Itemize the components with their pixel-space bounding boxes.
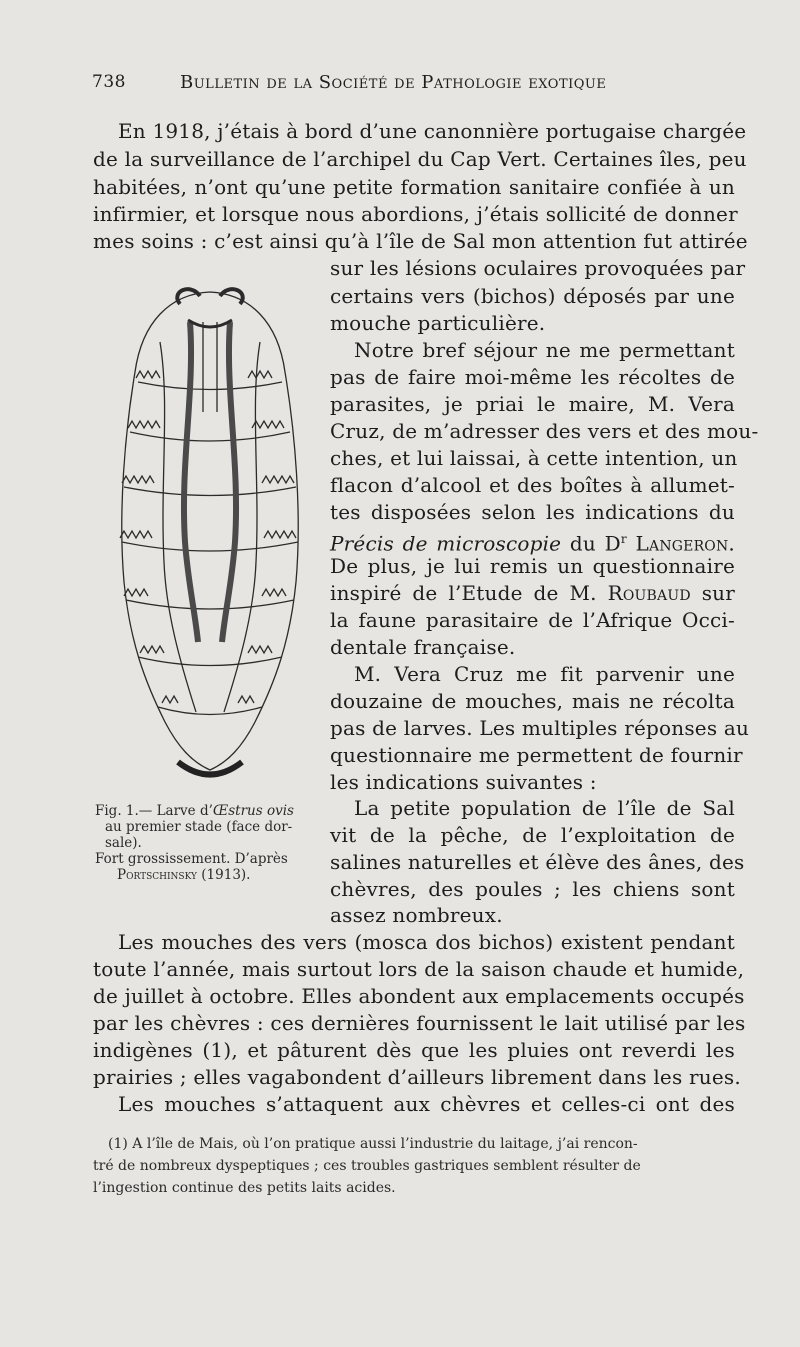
figure-caption (95, 803, 317, 883)
body-line: prairies ; elles vagabondent d’ailleurs librement dans les rues. (93, 1065, 741, 1089)
body-line: certains vers (bichos) déposés par une (330, 284, 735, 308)
body-fragment: sur (690, 581, 735, 605)
caption-line: Portschinsky (1913). (117, 867, 251, 883)
body-line: La petite population de l’île de Sal (354, 796, 735, 820)
caption-line: au premier stade (face dor- (105, 819, 293, 835)
body-line: salines naturelles et élève des ânes, des (330, 850, 745, 874)
body-line: chèvres, des poules ; les chiens sont (330, 877, 735, 901)
body-line: toute l’année, mais surtout lors de la saison chaude et humide, (93, 957, 745, 981)
body-line: M. Vera Cruz me fit parvenir une (354, 662, 735, 686)
body-line: De plus, je lui remis un questionnaire (330, 554, 735, 578)
body-line: Cruz, de m’adresser des vers et des mou- (330, 419, 759, 443)
body-line: parasites, je priai le maire, M. Vera (330, 392, 735, 416)
species-name: Œstrus ovis (212, 803, 294, 819)
body-line (330, 580, 735, 606)
footnote-line: l’ingestion continue des petits laits acides. (93, 1180, 396, 1196)
caption-line (95, 803, 317, 819)
body-line: sur les lésions oculaires provoquées par (330, 256, 746, 280)
footnote-line: (1) A l’île de Mais, où l’on pratique aussi l’industrie du laitage, j’ai rencon- (108, 1136, 638, 1152)
body-line: Les mouches des vers (mosca dos bichos) existent pendant (118, 930, 735, 954)
body-line: mouche particulière. (330, 311, 546, 335)
body-line: vit de la pêche, de l’exploitation de (330, 823, 735, 847)
body-line: ches, et lui laissai, à cette intention, un (330, 446, 738, 470)
body-line: par les chèvres : ces dernières fournissent le lait utilisé par les (93, 1011, 746, 1035)
superscript: r (620, 532, 627, 546)
body-line: questionnaire me permettent de fournir (330, 743, 743, 767)
body-line: tes disposées selon les indications du (330, 500, 735, 524)
body-line: Notre bref séjour ne me permettant (354, 338, 735, 362)
body-line: pas de faire moi-même les récoltes de (330, 365, 735, 389)
body-line: de juillet à octobre. Elles abondent aux emplacements occupés (93, 984, 745, 1008)
body-line: habitées, n’ont qu’une petite formation sanitaire confiée à un (93, 175, 735, 199)
body-line: En 1918, j’étais à bord d’une canonnière portugaise chargée (118, 119, 747, 143)
body-line: flacon d’alcool et des boîtes à allumet- (330, 473, 735, 497)
body-line: Les mouches s’attaquent aux chèvres et celles-ci ont des (118, 1092, 735, 1116)
body-line: dentale française. (330, 635, 516, 659)
body-line: pas de larves. Les multiples réponses au (330, 716, 750, 740)
caption-line: Fort grossissement. D’après (95, 851, 288, 867)
larva-figure (100, 282, 320, 792)
caption-fragment: Fig. 1.— Larve d’ (95, 803, 213, 819)
body-line: indigènes (1), et pâturent dès que les pluies ont reverdi les (93, 1038, 735, 1062)
body-line: mes soins : c’est ainsi qu’à l’île de Sal mon attention fut attirée (93, 229, 748, 253)
footnote-line: tré de nombreux dyspeptiques ; ces troubles gastriques semblent résulter de (93, 1158, 641, 1174)
body-line: douzaine de mouches, mais ne récolta (330, 689, 735, 713)
book-title: Précis de microscopie (330, 531, 562, 556)
running-title: Bulletin de la Société de Pathologie exotique (180, 72, 607, 93)
author-name: Langeron. (626, 531, 735, 556)
body-line: de la surveillance de l’archipel du Cap Vert. Certaines îles, peu (93, 147, 747, 171)
page-header (92, 72, 652, 100)
author-name: Roubaud (607, 581, 691, 605)
page-number: 738 (92, 72, 126, 92)
body-line: les indications suivantes : (330, 770, 597, 794)
body-line: la faune parasitaire de l’Afrique Occi- (330, 608, 735, 632)
body-line: infirmier, et lorsque nous abordions, j’étais sollicité de donner (93, 202, 738, 226)
body-fragment: inspiré de l’Etude de M. (330, 581, 608, 605)
body-line: assez nombreux. (330, 903, 503, 927)
body-fragment: du D (561, 531, 621, 556)
caption-line: sale). (105, 835, 142, 851)
